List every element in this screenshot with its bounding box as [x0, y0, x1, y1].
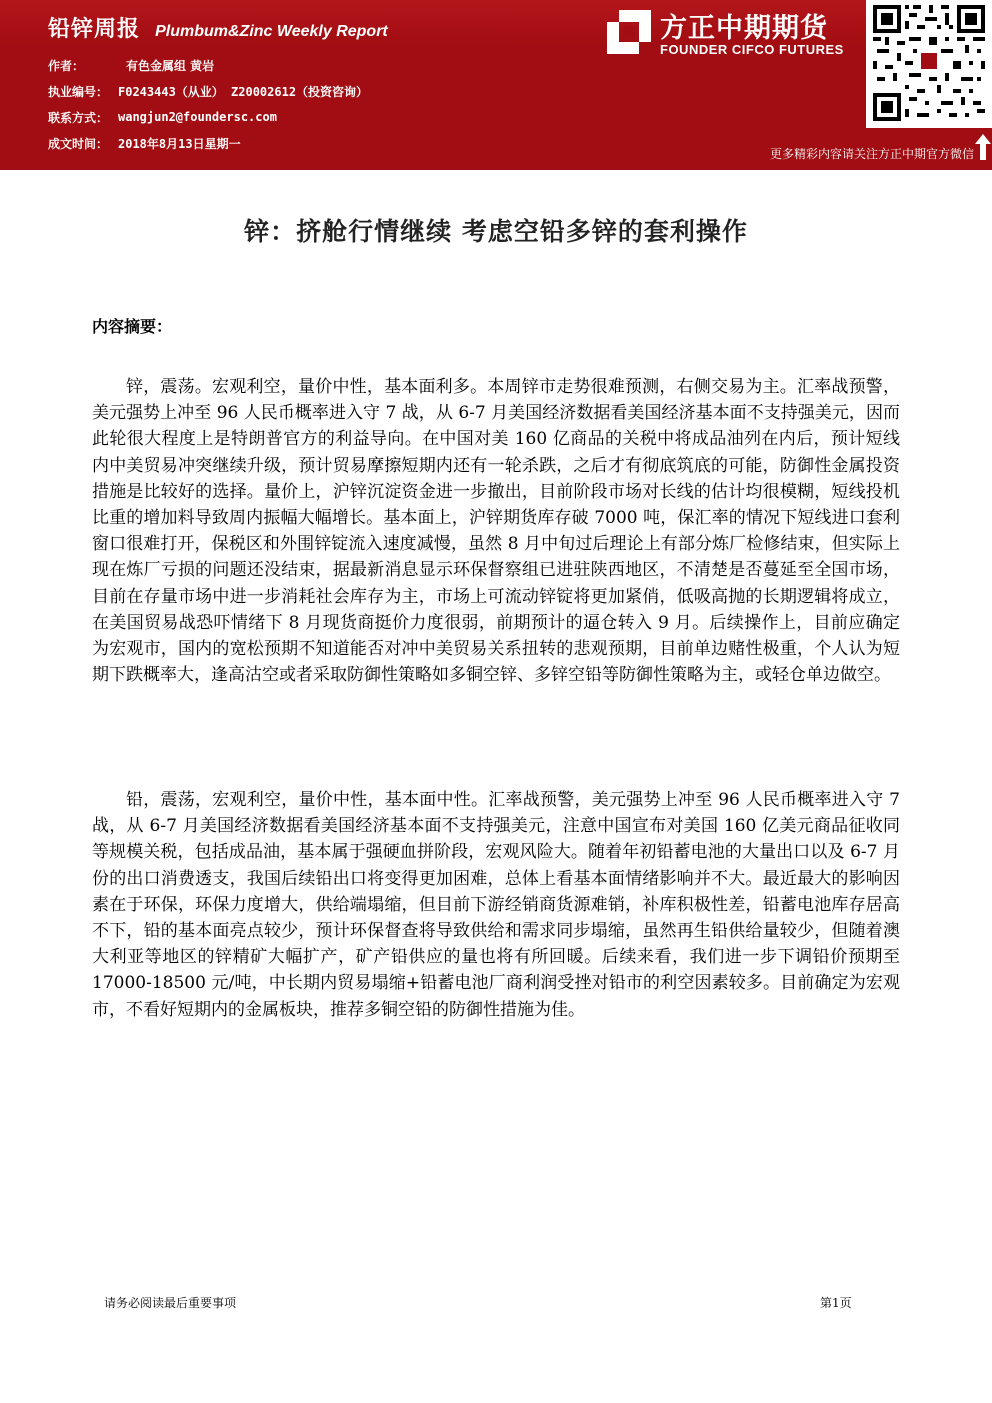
arrow-up-icon — [975, 134, 991, 160]
meta-author-value: 有色金属组 黄岩 — [126, 58, 215, 73]
paragraph-lead: 铅，震荡，宏观利空，量价中性，基本面中性。汇率战预警，美元强势上冲至 96 人民币概率进入守 7 战，从 6-7 月美国经济数据看美国经济基本面不支持强美元，注意中国宣布对美国 160 亿美元商品征收同等规模关税，包括成品油，基本属于强硬血拼阶段，宏观风险大。随着年初铅蓄电池的大量出口以及 6-7 月份的出口消费透支，我国后续铅出口将变得更加困难，总体上看基本面情绪影响并不大。最近最大的影响因素在于环保，环保力度增大，供给端塌缩，但目前下游经销商货源难销，补库积极性差，铅蓄电池库存居高不下，铅的基本面亮点较少，预计环保督查将导致供给和需求同步塌缩，虽然再生铅供给量较少，但随着澳大利亚等地区的锌精矿大幅扩产，矿产铅供应的量也将有所回暖。后续来看，我们进一步下调铅价预期至 17000-18500 元/吨，中长期内贸易塌缩+铅蓄电池厂商利润受挫对铅市的利空因素较多。目前确定为宏观市，不看好短期内的金属板块，推荐多铜空铅的防御性措施为佳。 — [92, 790, 900, 1020]
meta-date-key: 成文时间： — [48, 136, 109, 151]
meta-date-value: 2018年8月13日星期一 — [118, 136, 241, 151]
meta-license-value: F0243443（从业） Z20002612（投资咨询） — [118, 84, 369, 99]
logo-text-en: FOUNDER CIFCO FUTURES — [660, 42, 844, 57]
report-title-cn: 铅锌周报 — [48, 17, 141, 42]
report-header — [0, 0, 992, 170]
page-number: 第1页 — [820, 1296, 852, 1310]
report-meta — [48, 52, 368, 156]
logo-text-cn: 方正中期期货 — [660, 13, 828, 44]
founder-logo-icon — [605, 8, 653, 56]
meta-author-key: 作者： — [48, 58, 85, 73]
meta-author — [48, 52, 368, 78]
footer-notice: 请务必阅读最后重要事项 — [104, 1296, 237, 1310]
report-title-en: Plumbum&Zinc Weekly Report — [155, 23, 388, 40]
meta-contact-key: 联系方式： — [48, 110, 109, 125]
report-title — [48, 12, 388, 43]
meta-license-key: 执业编号： — [48, 84, 109, 99]
meta-contact-value: wangjun2@foundersc.com — [118, 110, 277, 124]
paragraph-zinc: 锌，震荡。宏观利空，量价中性，基本面利多。本周锌市走势很难预测，右侧交易为主。汇率战预警，美元强势上冲至 96 人民币概率进入守 7 战，从 6-7 月美国经济数据看美国经济基本面不支持强美元，因而此轮很大程度上是特朗普官方的利益导向。在中国对美 160 亿商品的关税中将成品油列在内后，预计短线内中美贸易冲突继续升级，预计贸易摩擦短期内还有一轮杀跌，之后才有彻底筑底的可能，防御性金属投资措施是比较好的选择。量价上，沪锌沉淀资金进一步撤出，目前阶段市场对长线的估计均很模糊，短线投机比重的增加料导致周内振幅大幅增长。基本面上，沪锌期货库存破 7000 吨，保汇率的情况下短线进口套利窗口很难打开，保税区和外围锌锭流入速度减慢，虽然 8 月中旬过后理论上有部分炼厂检修结束，但实际上现在炼厂亏损的问题还没结束，据最新消息显示环保督察组已进驻陕西地区，不清楚是否蔓延至全国市场，目前在存量市场中进一步消耗社会库存为主，市场上可流动锌锭将更加紧俏，低吸高抛的长期逻辑将成立，在美国贸易战恐吓情绪下 8 月现货商挺价力度很弱，前期预计的逼仓转入 9 月。后续操作上，目前应确定为宏观市，国内的宽松预期不知道能否对冲中美贸易关系扭转的悲观预期，目前单边赌性极重，个人认为短期下跌概率大，逢高沽空或者采取防御性策略如多铜空锌、多锌空铅等防御性策略为主，或轻仓单边做空。 — [92, 377, 900, 686]
meta-license — [48, 78, 368, 104]
meta-date — [48, 130, 368, 156]
article-title: 锌：挤舱行情继续 考虑空铅多锌的套利操作 — [244, 217, 748, 246]
qr-code-icon — [873, 4, 985, 122]
meta-contact — [48, 104, 368, 130]
wechat-follow-note: 更多精彩内容请关注方正中期官方微信 — [769, 147, 974, 161]
summary-label: 内容摘要： — [92, 317, 173, 336]
wechat-qr-code — [866, 0, 992, 128]
